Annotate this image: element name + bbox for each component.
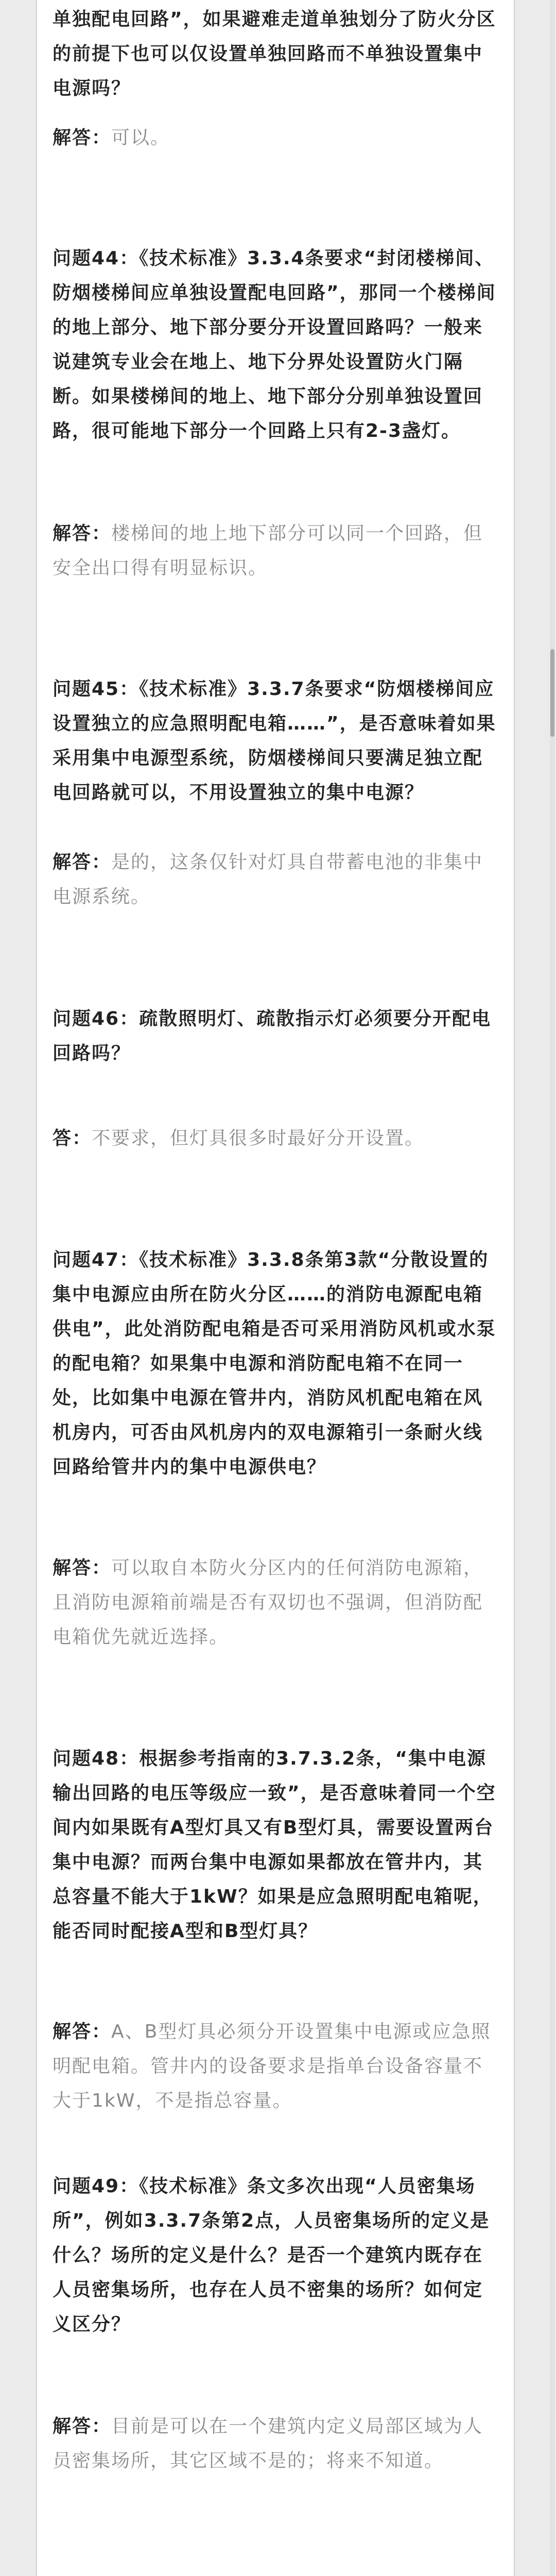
answer-44 [53,516,500,585]
answer-label: 解答： [53,852,112,873]
question-48: 问题48：根据参考指南的3.7.3.2条，“集中电源输出回路的电压等级应一致”，是否意味着同一个空间内如果既有A型灯具又有B型灯具，需要设置两台集中电源？而两台集中电源如果都放在管井内，其总容量不能大于1kW？如果是应急照明配电箱呢，能否同时配接A型和B型灯具？ [53,1748,496,1942]
answer-47 [53,1551,500,1654]
answer-label: 答： [53,1128,92,1149]
article-panel [36,0,515,2576]
answer-text: 是的，这条仅针对灯具自带蓄电池的非集中电源系统。 [53,852,483,907]
answer-text: 楼梯间的地上地下部分可以同一个回路，但安全出口得有明显标识。 [53,523,483,579]
answer-label: 解答： [53,127,112,148]
question-45: 问题45：《技术标准》3.3.7条要求“防烟楼梯间应设置独立的应急照明配电箱……”，是否意味着如果采用集中电源型系统，防烟楼梯间只要满足独立配电回路就可以，不用设置独立的集中电源？ [53,679,496,803]
answer-text: 不要求，但灯具很多时最好分开设置。 [92,1128,425,1149]
answer-43 [53,121,500,155]
scrollbar[interactable] [550,0,555,2576]
question-46: 问题46：疏散照明灯、疏散指示灯必须要分开配电回路吗？ [53,1008,492,1064]
question-49: 问题49：《技术标准》条文多次出现“人员密集场所”，例如3.3.7条第2点，人员密集场所的定义是什么？场所的定义是什么？是否一个建筑内既存在人员密集场所，也存在人员不密集的场所？如何定义区分？ [53,2176,490,2335]
answer-45 [53,845,500,914]
question-continuation: 单独配电回路”，如果避难走道单独划分了防火分区的前提下也可以仅设置单独回路而不单独设置集中电源吗？ [53,9,496,99]
answer-label: 解答： [53,2021,112,2042]
answer-46 [53,1121,500,1156]
answer-text: A、B型灯具必须分开设置集中电源或应急照明配电箱。管井内的设备要求是指单台设备容量不大于1kW，不是指总容量。 [53,2021,491,2111]
answer-text: 可以。 [111,127,170,148]
scrollbar-thumb[interactable] [550,649,554,737]
answer-label: 解答： [53,523,112,544]
question-44: 问题44：《技术标准》3.3.4条要求“封闭楼梯间、防烟楼梯间应单独设置配电回路”，那同一个楼梯间的地上部分、地下部分要分开设置回路吗？一般来说建筑专业会在地上、地下分界处设置防火门隔断。如果楼梯间的地上、地下部分分别单独设置回路，很可能地下部分一个回路上只有2-3盏灯。 [53,248,496,442]
answer-49 [53,2409,500,2478]
answer-label: 解答： [53,1557,112,1579]
answer-text: 目前是可以在一个建筑内定义局部区域为人员密集场所，其它区域不是的；将来不知道。 [53,2416,483,2471]
answer-text: 可以取自本防火分区内的任何消防电源箱，且消防电源箱前端是否有双切也不强调，但消防配电箱优先就近选择。 [53,1557,483,1648]
question-47: 问题47：《技术标准》3.3.8条第3款“分散设置的集中电源应由所在防火分区……的消防电源配电箱供电”，此处消防配电箱是否可采用消防风机或水泵的配电箱？如果集中电源和消防配电箱不在同一处，比如集中电源在管井内，消防风机配电箱在风机房内，可否由风机房内的双电源箱引一条耐火线回路给管井内的集中电源供电？ [53,1249,496,1478]
answer-48 [53,2014,500,2118]
answer-label: 解答： [53,2416,112,2437]
